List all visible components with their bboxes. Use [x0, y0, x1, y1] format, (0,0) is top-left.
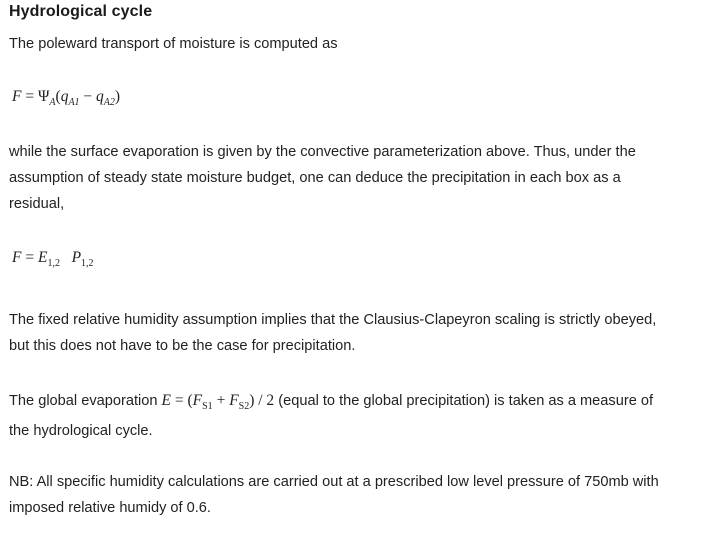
global-evap-f2: F — [229, 392, 239, 409]
paragraph-evaporation-line-3: residual, — [9, 196, 65, 212]
global-evap-text-before: The global evaporation — [9, 393, 162, 409]
note-line-2: imposed relative humidy of 0.6. — [9, 500, 211, 516]
eq2-e-sub: 1,2 — [47, 258, 60, 269]
global-evap-formula — [161, 392, 275, 412]
eq1-q2-sub: A2 — [103, 97, 115, 108]
eq1-close-paren: ) — [114, 88, 121, 105]
paragraph-evaporation-line-1: while the surface evaporation is given by the convective parameterization above. Thus, under the — [9, 144, 636, 160]
global-evap-text-after: (equal to the global precipitation) is taken as a measure of — [274, 393, 654, 409]
eq1-q1-sub: A1 — [68, 97, 80, 108]
paragraph-global-evaporation-line-1 — [9, 388, 653, 419]
paragraph-evaporation-line-2: assumption of steady state moisture budget, one can deduce the precipitation in each box as a — [9, 170, 621, 186]
eq2-p-sub: 1,2 — [81, 258, 94, 269]
global-evap-e: E — [161, 392, 171, 409]
eq1-psi: Ψ — [37, 88, 50, 105]
eq2-lhs: F — [12, 249, 22, 266]
paragraph-global-evaporation-line-2: the hydrological cycle. — [9, 423, 153, 439]
eq2-p: P — [71, 249, 82, 266]
paragraph-moisture-transport: The poleward transport of moisture is computed as — [9, 36, 338, 52]
eq2-e: E — [37, 249, 48, 266]
eq1-q1: q — [60, 88, 69, 105]
global-evap-close: ) / 2 — [249, 392, 275, 409]
global-evap-plus: + — [212, 392, 230, 409]
note-line-1: NB: All specific humidity calculations are carried out at a prescribed low level pressure of 750mb with — [9, 474, 659, 490]
global-evap-f1-sub: S1 — [202, 401, 213, 412]
global-evap-eq: = ( — [171, 392, 193, 409]
global-evap-f1: F — [192, 392, 203, 409]
eq1-q2: q — [96, 88, 104, 105]
equation-moisture-transport — [12, 88, 120, 108]
slide-title: Hydrological cycle — [9, 3, 153, 20]
eq1-minus: − — [79, 88, 97, 105]
eq1-psi-sub: A — [49, 97, 56, 108]
eq1-open-paren: ( — [55, 88, 61, 105]
eq2-gap — [60, 249, 72, 266]
global-evap-f2-sub: S2 — [238, 401, 250, 412]
paragraph-relative-humidity-line-1: The fixed relative humidity assumption implies that the Clausius-Clapeyron scaling is strictly obeyed, — [9, 312, 657, 328]
equation-residual-precipitation — [12, 249, 94, 269]
eq1-equals: = — [21, 88, 38, 105]
paragraph-relative-humidity-line-2: but this does not have to be the case for precipitation. — [9, 338, 356, 354]
eq2-equals: = — [21, 249, 38, 266]
eq1-lhs: F — [12, 88, 22, 105]
